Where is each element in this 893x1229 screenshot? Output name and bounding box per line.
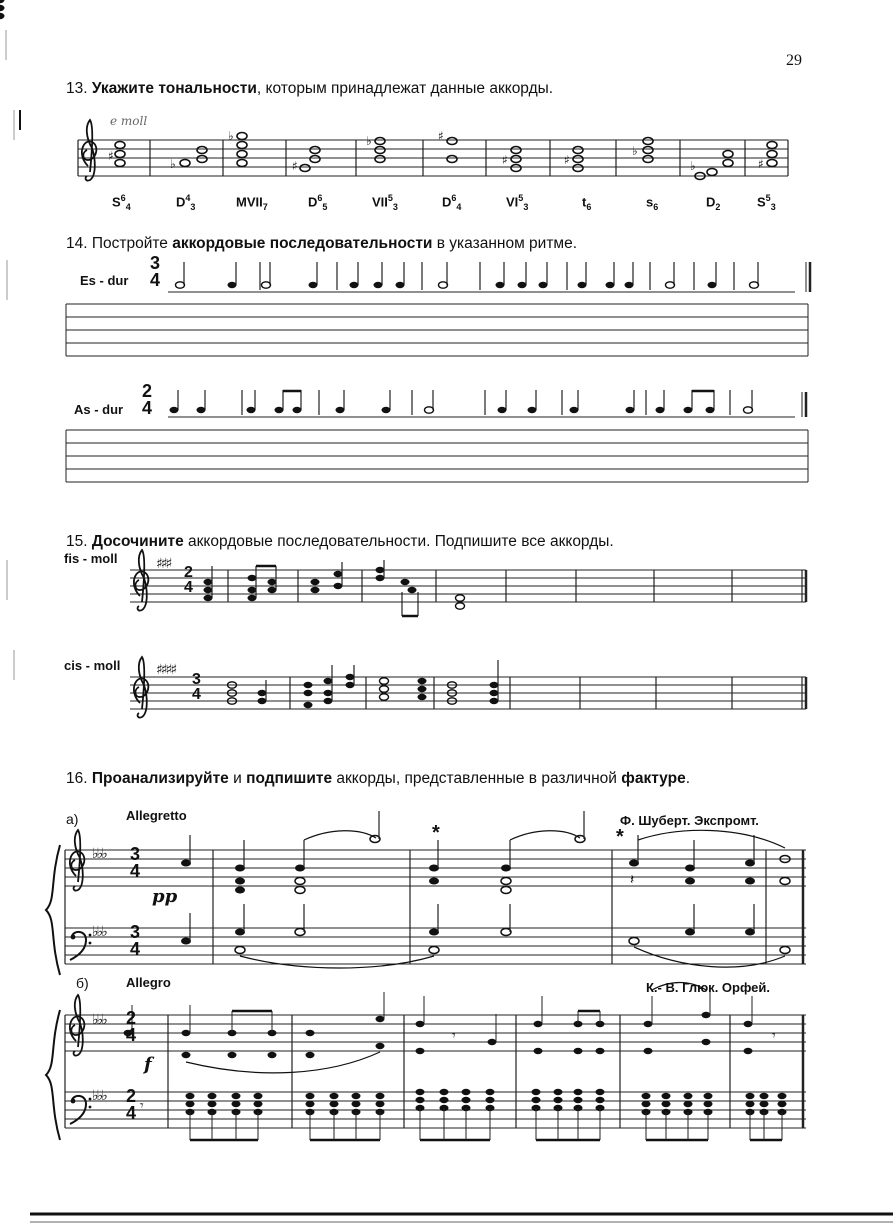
time-signature: 3 4 [130,922,141,959]
task-16-heading: 16. Проанализируйте и подпишите аккорды, представленные в различной фактуре. [66,770,690,787]
svg-text:♭: ♭ [632,144,638,158]
task-13-bold: Укажите тональности [91,80,257,97]
time-signature: 3 4 [130,844,141,881]
asterisk-mark: * [432,822,440,844]
composer-schubert: Ф. Шуберт. Экспромт. [620,813,759,828]
svg-text:♯: ♯ [758,157,764,171]
svg-text:♭: ♭ [170,157,176,171]
chord-label: $D_2$ [706,194,721,212]
svg-text:♯: ♯ [502,153,508,167]
chord-label: $D^6_5$ [308,193,328,212]
chord-label: $S^5_3$ [757,193,776,212]
key-label-cis-moll: cis - moll [64,658,121,673]
tempo-allegretto: Allegretto [126,808,187,823]
svg-text:♯: ♯ [564,153,570,167]
svg-text:♭: ♭ [228,129,234,143]
asterisk-mark: * [616,826,624,848]
key-signature: ♭♭♭ [92,1088,106,1104]
svg-text:♯: ♯ [108,149,114,163]
svg-text:♭: ♭ [366,134,372,148]
time-signature: 2 4 [142,381,153,418]
time-signature: 3 4 [150,253,161,290]
handwritten-note: e moll [110,114,148,128]
chord-label: $VII^5_3$ [372,193,398,212]
svg-text:𝄾: 𝄾 [140,1098,144,1114]
example-b-label: б) [76,975,89,991]
composer-gluck: К.- В. Глюк. Орфей. [646,980,771,995]
time-signature: 2 4 [126,1008,137,1045]
task-13-number: 13. [66,80,88,97]
time-signature: 2 4 [184,564,193,596]
key-signature: ♭♭♭ [92,1012,106,1028]
svg-text:𝄾: 𝄾 [772,1028,776,1044]
chord-label: $D^4_3$ [176,193,196,212]
key-signature: ♯♯♯♯ [156,662,176,678]
task-13-text: , которым принадлежат данные аккорды. [256,80,554,97]
chord-label: $MVII_7$ [236,194,268,212]
dynamic-f: f [144,1054,152,1075]
svg-text:♯: ♯ [292,159,298,173]
key-signature: ♭♭♭ [92,924,106,940]
time-signature: 3 4 [192,671,201,703]
task-15-heading: 15. Досочините аккордовые последовательности. Подпишите все аккорды. [66,533,614,550]
chord-label: $VI^5_3$ [506,193,529,212]
key-label-es-dur: Es - dur [80,273,129,288]
svg-text:♯: ♯ [438,129,444,143]
key-signature: ♭♭♭ [92,846,106,862]
task-13-heading [66,80,553,98]
chord-label: $t_6$ [582,194,592,212]
chord-label: $S^6_4$ [112,193,131,212]
chord-label: $s_6$ [646,194,659,212]
key-label-as-dur: As - dur [74,402,124,417]
time-signature: 2 4 [126,1086,137,1123]
key-signature: ♯♯♯ [156,556,171,572]
svg-text:♭: ♭ [690,159,696,173]
key-label-fis-moll: fis - moll [64,551,118,566]
chord-label: $D^6_4$ [442,193,462,212]
dynamic-pp: pp [152,886,178,907]
svg-text:𝄾: 𝄾 [452,1028,456,1044]
svg-text:𝄽: 𝄽 [630,872,635,888]
task-14-heading: 14. Постройте аккордовые последовательности в указанном ритме. [66,235,578,252]
tempo-allegro: Allegro [126,975,171,990]
example-a-label: а) [66,811,79,827]
page-number: 29 [786,52,802,69]
